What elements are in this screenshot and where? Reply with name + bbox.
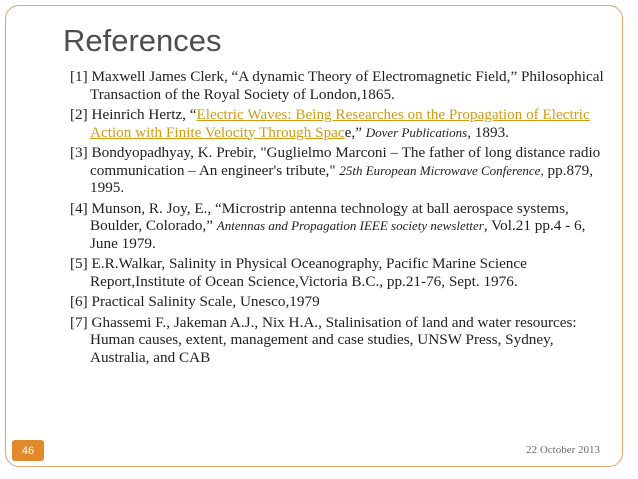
reference-item <box>70 314 610 367</box>
reference-text: [3] Bondyopadhyay, K. Prebir, "Guglielmo Marconi – The father of long distance radio communication – An engineer's tribute," <box>70 144 601 179</box>
reference-item <box>70 106 610 141</box>
reference-text: , Vol.21 pp.4 - 6, June 1979. <box>90 217 586 252</box>
reference-item <box>70 144 610 197</box>
reference-item <box>70 293 610 311</box>
reference-venue: 25th European Microwave Conference, <box>339 162 544 178</box>
reference-text: [6] Practical Salinity Scale, Unesco,1979 <box>70 293 320 310</box>
reference-item <box>70 68 610 103</box>
reference-text: [4] Munson, R. Joy, E., “Microstrip antenna technology at ball aerospace systems, Boulder, Colorado,” <box>70 199 569 234</box>
slide-date: 22 October 2013 <box>526 444 600 456</box>
reference-text: [5] E.R.Walkar, Salinity in Physical Oceanography, Pacific Marine Science Report,Institute of Ocean Science,Victoria B.C., pp.21-76, Sept. 1976. <box>70 255 527 290</box>
reference-text: [1] Maxwell James Clerk, “A dynamic Theory of Electromagnetic Field,” Philosophical Transaction of the Royal Society of London,1865. <box>70 68 604 103</box>
slide-title: References <box>63 23 222 58</box>
reference-text: [2] Heinrich Hertz, “ <box>70 106 197 123</box>
reference-venue: Antennas and Propagation IEEE society newsletter <box>216 218 484 233</box>
reference-link[interactable]: Electric Waves: Being Researches on the Propagation of Electric Action with Finite Velocity Through Spac <box>90 106 590 141</box>
slide-number-badge: 46 <box>12 440 44 461</box>
reference-text: pp.879, 1995. <box>90 161 594 196</box>
reference-text: , 1893. <box>467 123 509 141</box>
reference-text: [7] Ghassemi F., Jakeman A.J., Nix H.A., Stalinisation of land and water resources: Human causes, extent, management and case studies, UNSW Press, Sydney, Australia, and CAB <box>70 313 577 366</box>
reference-list <box>70 68 610 369</box>
reference-publisher: Dover Publications <box>365 124 468 140</box>
reference-text: e,” <box>344 123 366 141</box>
reference-item <box>70 200 610 253</box>
reference-item <box>70 255 610 290</box>
